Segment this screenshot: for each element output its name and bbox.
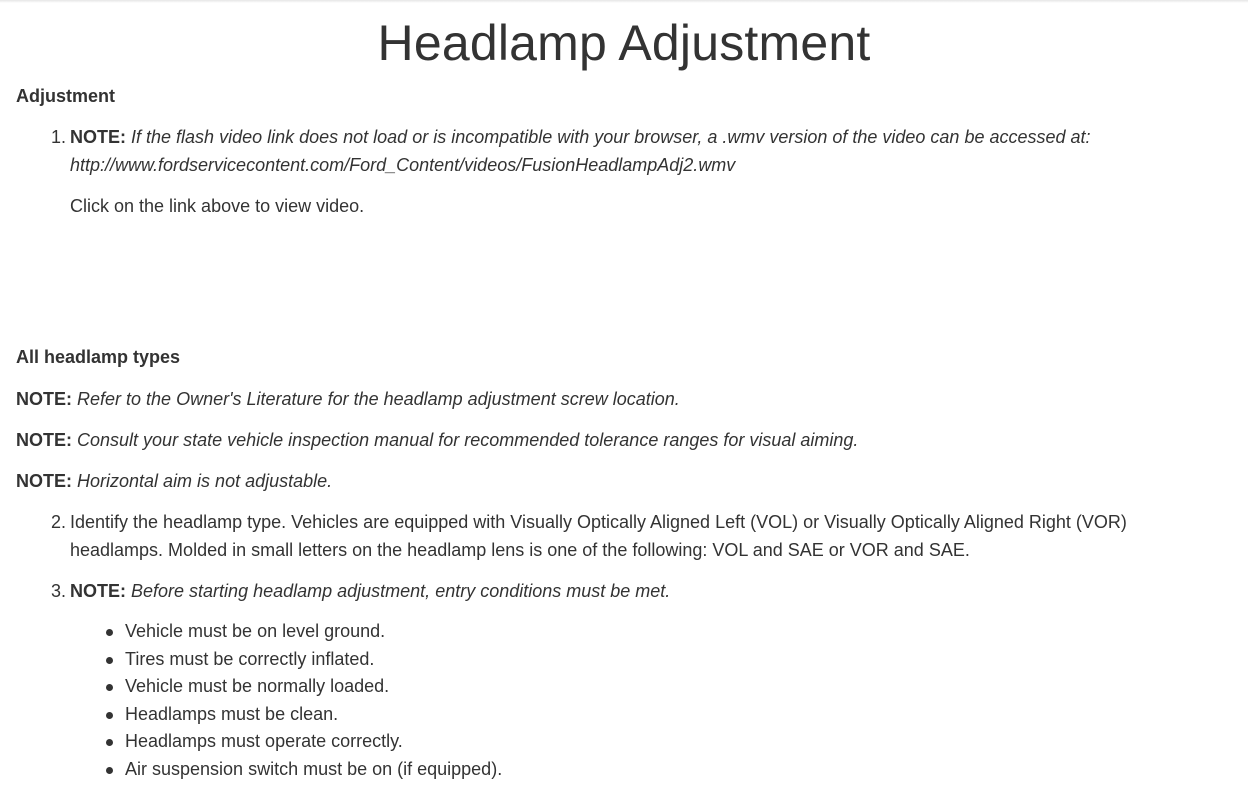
bullet-icon <box>106 657 113 664</box>
bullet-icon <box>106 712 113 719</box>
note-label: NOTE: <box>16 471 72 491</box>
step-2-number: 2. <box>50 512 66 532</box>
bullet-icon <box>106 629 113 636</box>
list-item <box>106 618 502 646</box>
step-1-number: 1. <box>50 127 66 147</box>
top-edge-shadow <box>0 0 1248 3</box>
list-item <box>106 673 502 701</box>
list-item <box>106 646 502 674</box>
note-label: NOTE: <box>70 581 126 601</box>
note-label: NOTE: <box>70 127 126 147</box>
bullet-icon <box>106 767 113 774</box>
note-label: NOTE: <box>16 389 72 409</box>
step-2-text-line-1: Identify the headlamp type. Vehicles are equipped with Visually Optically Aligned Left (VOL) or Visually Optically Aligned Right (VOR) <box>70 512 1127 532</box>
note-tolerance-ranges <box>16 426 858 454</box>
view-video-instruction: Click on the link above to view video. <box>70 196 365 216</box>
note-text: Refer to the Owner's Literature for the headlamp adjustment screw location. <box>77 389 680 409</box>
step-2-text-line-2: headlamps. Molded in small letters on the headlamp lens is one of the following: VOL and SAE or VOR and SAE. <box>70 540 970 560</box>
entry-conditions-list <box>106 618 502 783</box>
note-label: NOTE: <box>16 430 72 450</box>
condition-text: Headlamps must be clean. <box>125 703 339 724</box>
list-item <box>106 701 502 729</box>
condition-text: Vehicle must be normally loaded. <box>125 676 390 696</box>
step-1-note <box>70 123 1091 151</box>
video-link[interactable]: http://www.fordservicecontent.com/Ford_Content/videos/FusionHeadlampAdj2.wmv <box>70 155 736 175</box>
condition-text: Headlamps must operate correctly. <box>125 731 403 751</box>
list-item <box>106 756 502 784</box>
condition-text: Vehicle must be on level ground. <box>125 621 386 641</box>
note-text: Horizontal aim is not adjustable. <box>77 471 333 491</box>
bullet-icon <box>106 739 113 746</box>
condition-text: Air suspension switch must be on (if equipped). <box>125 758 503 779</box>
page-title: Headlamp Adjustment <box>377 15 871 71</box>
list-item <box>106 728 502 756</box>
note-text: Consult your state vehicle inspection manual for recommended tolerance ranges for visual aiming. <box>77 430 859 450</box>
step-3-note <box>70 577 670 605</box>
note-horizontal-aim <box>16 467 332 495</box>
note-text: If the flash video link does not load or is incompatible with your browser, a .wmv version of the video can be accessed at: <box>131 127 1091 147</box>
condition-text: Tires must be correctly inflated. <box>125 648 375 669</box>
note-screw-location <box>16 385 680 413</box>
section-heading-all-types: All headlamp types <box>16 347 181 367</box>
section-heading-adjustment: Adjustment <box>16 86 115 106</box>
step-3-number: 3. <box>50 581 66 601</box>
bullet-icon <box>106 684 113 691</box>
note-text: Before starting headlamp adjustment, entry conditions must be met. <box>131 581 671 601</box>
